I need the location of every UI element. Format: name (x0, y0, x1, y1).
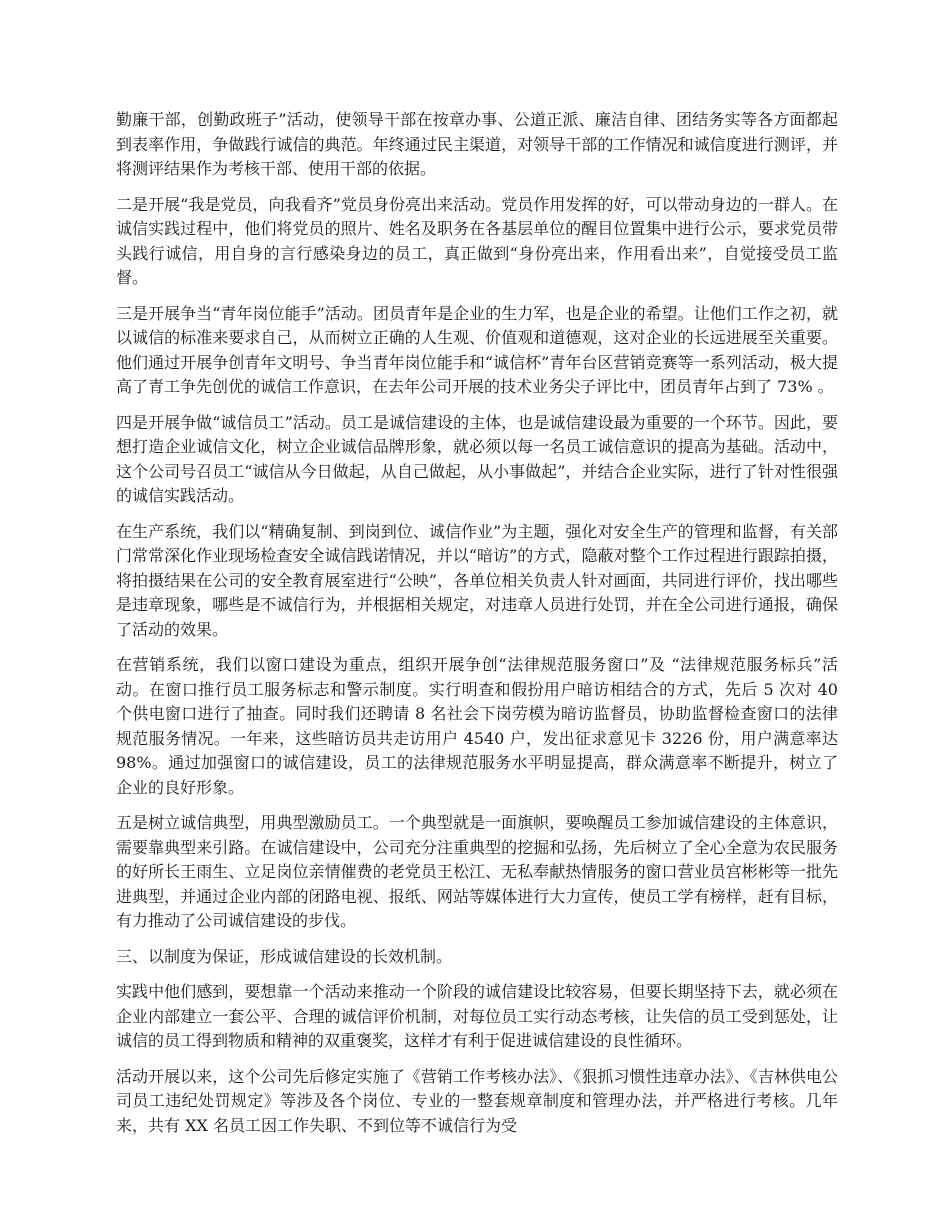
paragraph-marketing-system: 在营销系统，我们以窗口建设为重点，组织开展争创“法律规范服务窗口”及 “法律规范服务标兵”活动。在窗口推行员工服务标志和警示制度。实行明查和假扮用户暗访相结合的方式，先后 5 次对 40 个供电窗口进行了抽查。同时我们还聘请 8 名社会下岗劳模为暗访监督员，协助监督检查窗口的法律规范服务情况。一年来，这些暗访员共走访用户 4540 户，发出征求意见卡 3226 份，用户满意率达 98%。通过加强窗口的诚信建设，员工的法律规范服务水平明显提高，群众满意率不断提升，树立了企业的良好形象。 (116, 655, 838, 797)
paragraph-evaluation-mechanism: 实践中他们感到，要想靠一个活动来推动一个阶段的诚信建设比较容易，但要长期坚持下去，就必须在企业内部建立一套公平、合理的诚信评价机制，对每位员工实行动态考核，让失信的员工受到惩处，让诚信的员工得到物质和精神的双重褒奖，这样才有利于促进诚信建设的良性循环。 (116, 982, 838, 1050)
paragraph-integrity-employee: 四是开展争做“诚信员工”活动。员工是诚信建设的主体，也是诚信建设最为重要的一个环节。因此，要想打造企业诚信文化，树立企业诚信品牌形象，就必须以每一名员工诚信意识的提高为基础。活动中，这个公司号召员工“诚信从今日做起，从自己做起，从小事做起”，并结合企业实际，进行了针对性很强的诚信实践活动。 (116, 412, 838, 505)
paragraph-production-system: 在生产系统，我们以“精确复制、到岗到位、诚信作业”为主题，强化对安全生产的管理和监督，有关部门常常深化作业现场检查安全诚信践诺情况，并以“暗访”的方式，隐蔽对整个工作过程进行跟踪拍摄，将拍摄结果在公司的安全教育展室进行“公映”，各单位相关负责人针对画面，共同进行评价，找出哪些是违章现象，哪些是不诚信行为，并根据相关规定，对违章人员进行处罚，并在全公司进行通报，确保了活动的效果。 (116, 521, 838, 639)
paragraph-integrity-models: 五是树立诚信典型，用典型激励员工。一个典型就是一面旗帜，要唤醒员工参加诚信建设的主体意识，需要靠典型来引路。在诚信建设中，公司充分注重典型的挖掘和弘扬，先后树立了全心全意为农民服务的好所长王雨生、立足岗位亲情催费的老党员王松江、无私奉献热情服务的窗口营业员宫彬彬等一批先进典型，并通过企业内部的闭路电视、报纸、网站等媒体进行大力宣传，使员工学有榜样，赶有目标，有力推动了公司诚信建设的步伐。 (116, 813, 838, 930)
document-body (116, 108, 838, 1149)
section-heading-system-guarantee: 三、以制度为保证，形成诚信建设的长效机制。 (116, 946, 453, 966)
paragraph-leadership-integrity: 勤廉干部，创勤政班子”活动，使领导干部在按章办事、公道正派、廉洁自律、团结务实等各方面都起到表率作用，争做践行诚信的典范。年终通过民主渠道，对领导干部的工作情况和诚信度进行测评，并将测评结果作为考核干部、使用干部的依据。 (116, 110, 838, 178)
paragraph-youth-post: 三是开展争当“青年岗位能手”活动。团员青年是企业的生力军，也是企业的希望。让他们工作之初，就以诚信的标准来要求自己，从而树立正确的人生观、价值观和道德观，这对企业的长远进展至关重要。他们通过开展争创青年文明号、争当青年岗位能手和“诚信杯”青年台区营销竞赛等一系列活动，极大提高了青工争先创优的诚信工作意识，在去年公司开展的技术业务尖子评比中，团员青年占到了 73% 。 (116, 303, 838, 396)
paragraph-regulations: 活动开展以来，这个公司先后修定实施了《营销工作考核办法》、《狠抓习惯性违章办法》、《吉林供电公司员工违纪处罚规定》等涉及各个岗位、专业的一整套规章制度和管理办法，并严格进行考核。几年来，共有 XX 名员工因工作失职、不到位等不诚信行为受 (116, 1066, 838, 1135)
paragraph-party-member: 二是开展“我是党员，向我看齐”党员身份亮出来活动。党员作用发挥的好，可以带动身边的一群人。在诚信实践过程中，他们将党员的照片、姓名及职务在各基层单位的醒目位置集中进行公示，要求党员带头践行诚信，用自身的言行感染身边的员工，真正做到“身份亮出来，作用看出来”，自觉接受员工监督。 (116, 194, 838, 287)
